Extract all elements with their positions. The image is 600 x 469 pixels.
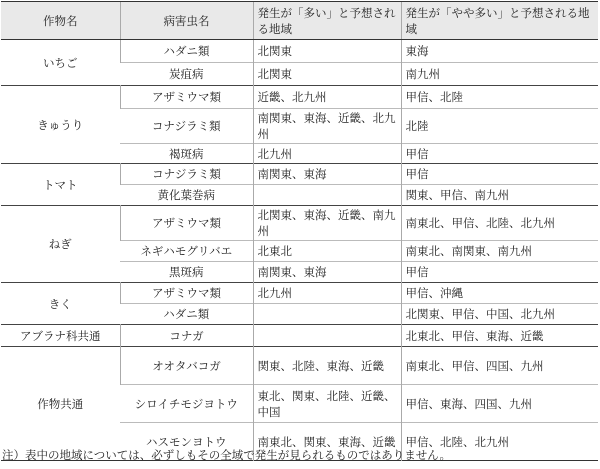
- somewhat-many-regions-cell: 北関東、甲信、中国、北九州: [401, 304, 598, 325]
- somewhat-many-regions-cell: 南九州: [401, 63, 598, 86]
- pest-cell: アザミウマ類: [120, 86, 253, 109]
- somewhat-many-regions-cell: 甲信、北陸: [401, 86, 598, 109]
- many-regions-cell: [253, 325, 401, 347]
- table-row: [1, 325, 598, 347]
- many-regions-cell: 南関東、東海、近畿、北九州: [253, 109, 401, 144]
- somewhat-many-regions-cell: 東海: [401, 40, 598, 63]
- crop-cell: アブラナ科共通: [20, 328, 101, 343]
- pest-cell: ハダニ類: [163, 307, 210, 321]
- header-pest: 病害虫名: [120, 2, 253, 40]
- pest-forecast-table: [1, 1, 598, 461]
- pest-cell: 黒斑病: [169, 265, 204, 279]
- somewhat-many-regions-cell: 南東北、甲信、北陸、北九州: [401, 206, 598, 241]
- pest-cell: アザミウマ類: [120, 283, 253, 304]
- pest-cell: ハスモンヨトウ: [146, 434, 227, 449]
- many-regions-cell: 北東北: [253, 241, 401, 262]
- many-regions-cell: [253, 304, 401, 325]
- crop-cell: いちご: [43, 55, 78, 70]
- table-row: [1, 86, 598, 109]
- table-row: [1, 40, 598, 63]
- somewhat-many-regions-cell: 甲信: [401, 164, 598, 185]
- header-many-regions: 発生が「多い」と予想される地域: [253, 2, 401, 40]
- pest-cell: コナジラミ類: [151, 119, 221, 133]
- table-row: [1, 164, 598, 185]
- somewhat-many-regions-cell: 南東北、南関東、南九州: [401, 241, 598, 262]
- pest-cell: アザミウマ類: [120, 206, 253, 241]
- pest-cell: シロイチモジヨトウ: [134, 396, 238, 411]
- somewhat-many-regions-cell: 南東北、甲信、四国、九州: [401, 347, 598, 385]
- many-regions-cell: 北関東: [253, 63, 401, 86]
- crop-cell: きく: [48, 296, 72, 311]
- many-regions-cell: 南東北、関東、東海、近畿: [253, 423, 401, 461]
- crop-cell: 作物共通: [37, 396, 84, 411]
- table-row: [1, 283, 598, 304]
- many-regions-cell: 東北、関東、北陸、近畿、中国: [253, 385, 401, 423]
- pest-cell: コナガ: [120, 325, 253, 347]
- somewhat-many-regions-cell: 甲信、東海、四国、九州: [401, 385, 598, 423]
- pest-cell: 黄化葉巻病: [157, 188, 215, 202]
- pest-cell: ネギハモグリバエ: [140, 244, 233, 258]
- table-row: [1, 206, 598, 241]
- pest-cell: 褐斑病: [169, 146, 204, 161]
- footnote: 注）表中の地域については、必ずしもその全域で発生が見られるものではありません。: [2, 448, 451, 462]
- crop-cell: きゅうり: [37, 117, 84, 132]
- pest-cell: ハダニ類: [120, 40, 253, 63]
- many-regions-cell: 北関東、東海、近畿、南九州: [253, 206, 401, 241]
- somewhat-many-regions-cell: 北陸: [401, 109, 598, 144]
- somewhat-many-regions-cell: 甲信、沖縄: [401, 283, 598, 304]
- header-row: [1, 2, 598, 40]
- crop-cell: トマト: [43, 177, 78, 192]
- many-regions-cell: 近畿、北九州: [253, 86, 401, 109]
- pest-cell: 炭疽病: [169, 67, 204, 81]
- many-regions-cell: 北関東: [253, 40, 401, 63]
- many-regions-cell: 北九州: [253, 283, 401, 304]
- many-regions-cell: 南関東、東海: [253, 164, 401, 185]
- header-somewhat-many-regions: 発生が「やや多い」と予想される地域: [401, 2, 598, 40]
- pest-cell: オオタバコガ: [120, 347, 253, 385]
- somewhat-many-regions-cell: 北東北、甲信、東海、近畿: [401, 325, 598, 347]
- many-regions-cell: 関東、北陸、東海、近畿: [253, 347, 401, 385]
- many-regions-cell: 北九州: [253, 144, 401, 164]
- table-row: [1, 347, 598, 385]
- many-regions-cell: [253, 185, 401, 206]
- crop-cell: ねぎ: [48, 237, 72, 251]
- somewhat-many-regions-cell: 甲信: [401, 144, 598, 164]
- many-regions-cell: 南関東、東海: [253, 262, 401, 283]
- header-crop: 作物名: [1, 2, 120, 40]
- somewhat-many-regions-cell: 甲信、北陸、北九州: [401, 423, 598, 461]
- pest-cell: コナジラミ類: [120, 164, 253, 185]
- somewhat-many-regions-cell: 甲信: [401, 262, 598, 283]
- somewhat-many-regions-cell: 関東、甲信、南九州: [401, 185, 598, 206]
